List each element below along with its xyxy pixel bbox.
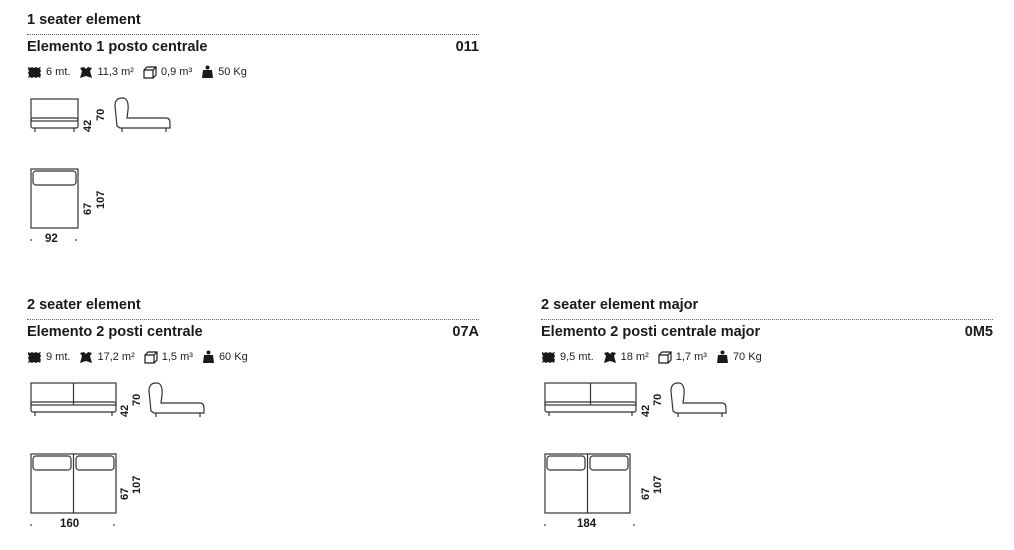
- fabric-icon: [27, 66, 42, 79]
- product-block-2-seater: [27, 297, 479, 537]
- model-code: 011: [455, 39, 479, 55]
- side-view-drawing: [114, 96, 172, 134]
- leather-value: 18 m²: [620, 351, 649, 363]
- spec-volume: [143, 66, 192, 79]
- dimension-tick: [75, 239, 77, 241]
- front-view-drawing: [30, 98, 80, 134]
- leather-icon: [79, 351, 93, 364]
- element-heading: 2 seater element: [27, 297, 141, 313]
- leather-icon: [603, 351, 617, 364]
- width-dimension: 92: [45, 233, 58, 245]
- front-view-drawing: [544, 382, 638, 418]
- model-name: Elemento 2 posti centrale major: [541, 324, 761, 340]
- volume-icon: [144, 351, 158, 364]
- spec-leather: [79, 351, 134, 364]
- dotted-divider: [27, 319, 479, 320]
- product-block-1-seater: [27, 12, 479, 252]
- spec-volume: [658, 351, 707, 364]
- fabric-icon: [27, 351, 42, 364]
- dimension-tick: [633, 524, 635, 526]
- weight-icon: [201, 65, 214, 79]
- weight-value: 60 Kg: [218, 351, 248, 363]
- spec-weight: [716, 350, 762, 364]
- spec-leather: [603, 351, 649, 364]
- height-dimension: 70: [652, 393, 664, 406]
- spec-volume: [144, 351, 193, 364]
- dotted-divider: [27, 34, 479, 35]
- seat-depth-dimension: 67: [82, 202, 94, 215]
- spec-fabric: [27, 66, 70, 79]
- top-view-drawing: [30, 453, 118, 515]
- fabric-value: 6 mt.: [46, 66, 71, 78]
- spec-leather: [79, 66, 133, 79]
- leather-value: 17,2 m²: [97, 351, 135, 363]
- model-name: Elemento 2 posti centrale: [27, 324, 203, 340]
- fabric-icon: [541, 351, 556, 364]
- depth-dimension: 107: [652, 475, 664, 494]
- spec-fabric: [541, 351, 594, 364]
- spec-row: [27, 65, 256, 79]
- dimension-tick: [113, 524, 115, 526]
- spec-row: [27, 350, 257, 364]
- weight-icon: [202, 350, 215, 364]
- fabric-value: 9,5 mt.: [560, 351, 594, 363]
- top-view-drawing: [30, 168, 80, 230]
- element-heading: 2 seater element major: [541, 297, 699, 313]
- top-view-drawing: [544, 453, 632, 515]
- weight-value: 50 Kg: [218, 66, 247, 78]
- dimension-tick: [30, 239, 32, 241]
- fabric-value: 9 mt.: [46, 351, 71, 363]
- spec-row: [541, 350, 771, 364]
- seat-height-dimension: 42: [82, 119, 94, 132]
- spec-weight: [202, 350, 248, 364]
- dimension-tick: [30, 524, 32, 526]
- model-name: Elemento 1 posto centrale: [27, 39, 208, 55]
- front-view-drawing: [30, 382, 118, 418]
- model-code: 0M5: [964, 324, 993, 340]
- seat-height-dimension: 42: [640, 404, 652, 417]
- volume-icon: [143, 66, 157, 79]
- weight-value: 70 Kg: [732, 351, 762, 363]
- side-view-drawing: [148, 381, 206, 419]
- width-dimension: 160: [60, 518, 80, 530]
- leather-value: 11,3 m²: [97, 66, 134, 78]
- volume-value: 1,7 m³: [675, 351, 707, 363]
- volume-icon: [658, 351, 672, 364]
- product-block-2-seater-major: [541, 297, 993, 537]
- weight-icon: [716, 350, 729, 364]
- dimension-tick: [544, 524, 546, 526]
- seat-depth-dimension: 67: [640, 487, 652, 500]
- width-dimension: 184: [577, 518, 597, 530]
- volume-value: 1,5 m³: [161, 351, 193, 363]
- depth-dimension: 107: [131, 475, 143, 494]
- depth-dimension: 107: [95, 190, 107, 209]
- height-dimension: 70: [95, 108, 107, 121]
- seat-depth-dimension: 67: [119, 487, 131, 500]
- model-code: 07A: [452, 324, 479, 340]
- spec-fabric: [27, 351, 70, 364]
- dotted-divider: [541, 319, 993, 320]
- spec-weight: [201, 65, 247, 79]
- side-view-drawing: [670, 381, 728, 419]
- volume-value: 0,9 m³: [160, 66, 193, 78]
- seat-height-dimension: 42: [119, 404, 131, 417]
- element-heading: 1 seater element: [27, 12, 141, 28]
- height-dimension: 70: [131, 393, 143, 406]
- leather-icon: [79, 66, 93, 79]
